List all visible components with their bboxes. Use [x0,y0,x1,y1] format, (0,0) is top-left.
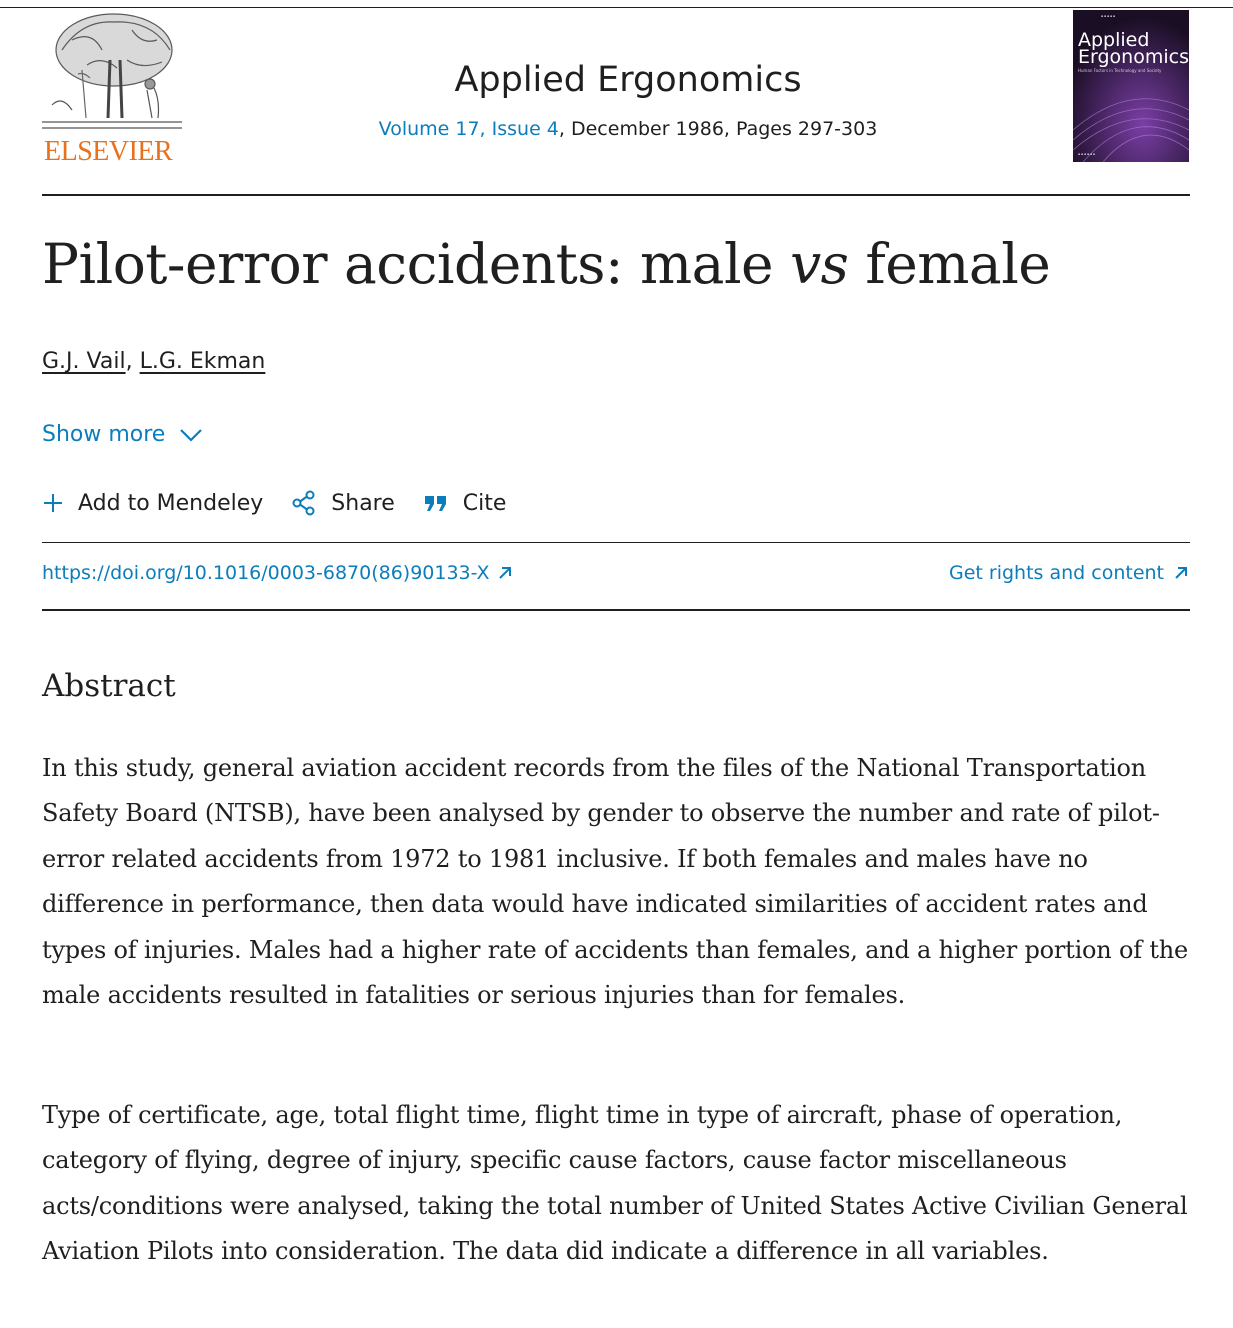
cover-subtitle: Human Factors in Technology and Society [1078,68,1162,73]
add-to-mendeley-button[interactable] [42,491,263,516]
header-divider [42,194,1190,196]
doi-link[interactable] [42,562,514,584]
article-actions [42,490,534,516]
cover-title: Applied Ergonomics [1078,29,1189,68]
author-link[interactable]: L.G. Ekman [139,349,266,374]
get-rights-link[interactable] [949,562,1190,584]
actions-divider [42,542,1190,543]
show-more-button[interactable] [42,422,203,447]
mendeley-label: Add to Mendeley [78,490,264,516]
publication-header [42,8,1190,196]
share-icon [291,490,317,516]
journal-cover-image[interactable] [1073,10,1189,162]
abstract-heading: Abstract [42,668,176,704]
share-button[interactable] [291,490,395,516]
share-label: Share [331,490,395,516]
cite-label: Cite [462,490,507,516]
chevron-down-icon [179,427,203,443]
author-list: G.J. Vail, L.G. Ekman [42,349,266,374]
abstract-paragraph: Type of certificate, age, total flight time, flight time in type of aircraft, phase of operation, category of flying, degree of injury, specific cause factors, cause factor miscellaneous acts/conditions were analysed, taking the total number of United States Active Civilian General Aviation Pilots into consideration. The data did indicate a difference in all variables. [42,1101,1188,1266]
cite-button[interactable] [423,491,507,516]
journal-issue-info [42,118,1214,140]
volume-issue-link[interactable]: Volume 17, Issue 4 [378,118,559,140]
doi-divider [42,609,1190,611]
date-pages: , December 1986, Pages 297-303 [558,118,878,140]
show-more-label: Show more [42,422,166,447]
quote-icon [423,492,449,514]
rights-label: Get rights and content [948,562,1164,584]
plus-icon [42,492,64,514]
doi-row [42,562,1190,592]
external-link-icon [1172,564,1190,582]
cover-footer-text: ▪ ▪ ▪ ▪ ▪ ▪ [1078,152,1095,156]
author-link[interactable]: G.J. Vail [42,349,126,374]
article-title: Pilot-error accidents: male vs female [42,232,1051,296]
abstract-paragraph: In this study, general aviation accident records from the files of the National Transportation Safety Board (NTSB), have been analysed by gender to observe the number and rate of pilot-error related accidents from 1972 to 1981 inclusive. If both females and males have no difference in performance, then data would have indicated similarities of accident rates and types of injuries. Males had a higher rate of accidents than females, and a higher portion of the male accidents resulted in fatalities or serious injuries than for females. [42,754,1189,1010]
doi-url: https://doi.org/10.1016/0003-6870(86)90133-X [42,562,490,584]
external-link-icon [496,564,514,582]
journal-title[interactable]: Applied Ergonomics [454,60,802,100]
cover-issn-text: ▪ ▪ ▪ ▪ ▪ [1101,14,1115,18]
elsevier-wordmark: ELSEVIER [44,136,173,167]
